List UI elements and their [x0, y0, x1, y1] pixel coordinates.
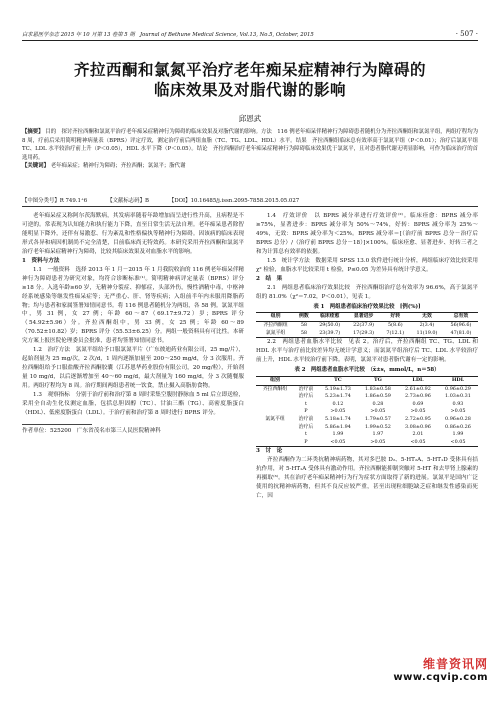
table-cell: 17(29.3)	[347, 330, 381, 338]
table-cell	[256, 424, 294, 432]
table-header-cell: 总有效	[444, 313, 478, 322]
table-header-cell: 组别	[256, 377, 294, 386]
table-cell: t	[304, 400, 307, 407]
table-cell: <0.05	[438, 439, 478, 447]
page-number: · 507 ·	[455, 30, 478, 38]
right-column	[256, 212, 478, 501]
table-cell: 29(50.0)	[319, 322, 341, 329]
section-heading: 3 讨 论	[256, 448, 283, 455]
table2	[256, 376, 478, 447]
table-cell: P	[304, 408, 308, 415]
table-cell: 1.86±0.59	[364, 393, 391, 400]
table-cell: 治疗前	[298, 416, 314, 423]
table-row	[256, 408, 478, 416]
table-cell: 5.19±1.73	[324, 385, 351, 392]
table-cell: 58	[295, 330, 312, 338]
table-cell: t	[304, 431, 307, 438]
table-cell: 氯氮平组	[265, 416, 285, 423]
body-paragraph: 1.4 疗效评价 以 BPRS 减分率进行疗效评价⁽²⁾。临床痊愈：BPRS 减分率≥75%，显著进步：BPRS 减分率为 50%～74%，好转：BPRS 减分率为 25%～49%，无效：BPRS 减分率为＜25%。BPRS 减分率＝[（治疗前 BPRS 总分－治疗后 BPRS 总分）/（治疗前 BPRS 总分－18）]×100%。临床痊愈、显著进步、好转三者之和为计算总有效率的依据。	[256, 213, 478, 255]
table-row	[256, 385, 478, 393]
document-code: 【文献标志码】B	[107, 198, 149, 204]
table-cell: 23(39.7)	[313, 330, 347, 338]
table-cell: 0.86±0.26	[445, 423, 471, 430]
table-header-cell: 组别	[256, 313, 295, 322]
table-cell: 7(12.1)	[381, 330, 410, 338]
table-cell: >0.05	[358, 439, 398, 447]
left-column	[22, 212, 244, 436]
table-cell: 2.73±0.96	[405, 393, 431, 400]
table-header-cell: HDL	[438, 377, 478, 386]
table-row	[256, 330, 478, 338]
table-cell: 5.86±1.94	[324, 423, 351, 430]
table-row	[256, 322, 478, 330]
table-header-cell: 显著进步	[347, 313, 381, 322]
table-cell: >0.05	[410, 408, 426, 415]
table-cell: >0.05	[370, 408, 386, 415]
abstract	[22, 128, 478, 171]
table-cell: 治疗后	[298, 393, 314, 400]
table-cell: <0.05	[398, 439, 438, 447]
body-paragraph: 1.2 治疗方法 氯氮平组给予口服氯氮平片（广东彼迪药业有限公司，25 mg/片），起始剂量为 25 mg/次，2 次/d，1 周内逐渐加量至 200～250 mg/d，分 3 次服用。齐拉西酮组给予口服盐酸齐拉西酮胶囊（江苏恩华药业股份有限公司，20 mg/粒），开始剂量 10 mg/d，以后逐渐增加至 40～60 mg/d，最大剂量为 160 mg/d，分 3 次随餐服用。两组疗程均为 8 周。治疗期间两组患者统一饮食，禁止摄入高脂肪食物。	[22, 347, 244, 390]
table-cell: 0.12	[332, 400, 344, 407]
table-cell: 5.18±1.74	[324, 416, 351, 423]
table-cell: 1.03±0.31	[445, 393, 471, 400]
abstract-text: 目的 探讨齐拉西酮和氯氮平治疗老年痴呆症精神行为障碍的临床效果及对脂代谢的影响。方法 116 例老年痴呆伴精神行为障碍患者随机分为齐拉西酮组和氯氮平组，两组疗程均为 8 周，疗前后采用简明精神病量表（BPRS）评定疗效，测定治疗前后两组血脂（TC、TG、LDL、HDL）水平。结果 齐拉西酮组临床总有效率高于氯氮平组（P＜0.01）；治疗后氯氮平组 TC、LDL 水平较治疗前上升（P＜0.05），HDL 水平下降（P＜0.05）。结论 齐拉西酮治疗老年痴呆症精神行为障碍临床效果优于氯氮平，且对患者脂代谢无明显影响，可作为临床治疗的首选用药。	[22, 129, 478, 161]
abstract-label: 【摘要】	[22, 129, 44, 135]
table-cell: 治疗前	[298, 385, 314, 392]
section-heading: 2 结 果	[256, 275, 283, 282]
keywords-label: 【关键词】	[22, 163, 49, 170]
table-header-cell: 例数	[295, 313, 312, 322]
table-cell: 2.61±0.92	[405, 385, 431, 392]
table-cell: 2.72±0.95	[405, 416, 431, 423]
body-paragraph: 2.2 两组患者血脂水平比较 见表 2。治疗后，齐拉西酮组 TC、TG、LDL 和 HDL 水平与治疗前比较差异均无统计学意义；而氯氮平组治疗后 TC、LDL 水平较治疗前上升，HDL 水平较治疗前下降。表明，氯氮平对患者脂代谢有一定的影响。	[256, 339, 478, 364]
table-row	[256, 416, 478, 424]
divider	[22, 206, 478, 207]
table-cell: 2.01	[412, 431, 424, 438]
table-cell	[256, 393, 294, 401]
body-paragraph: 老年痴呆症又称阿尔茨海默病，其发病率随着年龄增加而呈进行性升高，且病程是不可逆的。常表现为认知能力和执行能力下降，直至日常生活无法自理。老年痴呆患者除智能明显下降外，还伴有易激惹、行为紊乱和性格偏执等精神行为障碍。因该病的临床表现形式各异和病因机制尚不完全清楚，目前临床尚无特效药。本研究采用齐拉西酮和氯氮平治疗老年痴呆症精神行为障碍，比较其临床效果及对血脂水平的影响。	[22, 213, 244, 255]
article-title	[30, 60, 470, 100]
footnote: 作者单位：525200 广东省茂名市第三人民医院精神科	[22, 427, 161, 434]
table-cell: 1.99±0.52	[364, 423, 391, 430]
table1-caption: 表 1 两组患者临床治疗效果比较 [例(%)]	[313, 303, 421, 310]
table-cell: 3.08±0.96	[405, 423, 431, 430]
table-cell: 0.96±0.29	[445, 385, 471, 392]
body-paragraph: 2.1 两组患者临床治疗效果比较 齐拉西酮组治疗总有效率为 96.6%，高于氯氮平组的 81.0%（χ²＝7.02，P＜0.01），见表 1。	[256, 284, 478, 300]
table-row	[256, 424, 478, 432]
table-cell: 1.83±0.58	[364, 385, 391, 392]
body-paragraph: 1.3 观察指标 分别于治疗前和治疗第 8 周时采集空腹肘静脉血 5 ml 后立即送检，采用全自动生化仪测定血脂，包括总胆固醇（TC）、甘油三酯（TG）、高密度脂蛋白（HDL）、低密度脂蛋白（LDL）。于治疗前和治疗第 8 周时进行 BPRS 评分。	[22, 392, 244, 416]
clc-number: 【中图分类号】R 749.1⁺6	[22, 198, 88, 204]
table-header-cell	[294, 377, 318, 386]
body-paragraph: 1.1 一般资料 选择 2013 年 1 月－2015 年 1 月我院收治的 116 例老年痴呆伴精神行为障碍患者为研究对象，均符合诊断标准⁽¹⁾。简明精神病评定量表（BPRS）评分≥18 分。入选年龄≥60 岁，无精神分裂症、抑郁症，头部外伤，慢性酒精中毒，中枢神经系统感染等继发性痴呆症等；无严重心、肝、肾等疾病；入组前半年内未服用降脂药物；均与患者和家属签署知情同意书。将 116 例患者随机分为两组，各 58 例。氯氮平组中，男 31 例，女 27 例；年龄 60～87（69.17±9.72）岁；BPRS 评分（54.92±5.96）分。齐拉西酮组中，男 33 例，女 25 例；年龄 60～89（70.52±10.82）岁；BPRS 评分（55.53±6.25）分。两组一般资料具有可比性。本研究方案上报医院伦理委员会批准，患者均签署知情同意书。	[22, 266, 245, 345]
table-row	[256, 431, 478, 439]
table-header-cell: TG	[358, 377, 398, 386]
table-cell: 1.79±0.57	[364, 416, 391, 423]
table-cell: 58	[300, 322, 308, 329]
table-cell: <0.05	[318, 439, 358, 447]
table-row	[256, 439, 478, 447]
table-cell: 1.99	[332, 431, 344, 438]
watermark-line-1: 维普资讯网	[422, 657, 488, 671]
footnote-rule	[22, 424, 92, 425]
table-cell: 47(81.0)	[444, 330, 478, 338]
table-header-cell: 无效	[410, 313, 444, 322]
table-row	[256, 393, 478, 401]
doi: 【DOI】10.16485/j.issn.2095-7858.2015.05.027	[168, 198, 300, 204]
journal-citation: 白求恩医学杂志 2015 年 10 月第 13 卷第 5 期 Journal of Bethune Medical Science, Vol.13, No.5, October, 2015	[22, 32, 314, 38]
author-name: 邱恩武	[238, 114, 262, 123]
section-heading: 1 资料与方法	[22, 257, 60, 264]
table-cell: >0.05	[330, 408, 346, 415]
table2-caption: 表 2 两组患者血脂水平比较 （x̄±s，mmol/L，n＝58）	[294, 367, 440, 374]
table-cell: 齐拉西酮组	[263, 322, 288, 329]
table-cell: 0.96±0.28	[445, 416, 471, 423]
table-cell: 0.28	[372, 400, 384, 407]
table-cell: P	[294, 439, 318, 447]
table-cell: >0.05	[450, 408, 466, 415]
table-cell	[256, 408, 294, 416]
table-cell	[256, 439, 294, 447]
body-paragraph: 齐拉西酮作为二环类抗精神病药物，其对多巴胺 D₂、5-HT₂A、5-HT₁D 受体具有拮抗作用，对 5-HT₁A 受体具有激动作用。齐拉西酮能抑制突触对 5-HT 和去甲肾上腺素的再摄取⁽³⁾。其在治疗老年痴呆精神行为行为症状方面取得了新的进展。氯氮平是国内广泛使用的抗精神病药物，但其不良反应较严重，甚至出现粒细胞缺乏症和继发性感染而死亡，因	[256, 457, 478, 500]
table-row	[256, 401, 478, 409]
table-cell: 56(96.6)	[450, 322, 472, 329]
table-cell: 治疗后	[298, 423, 314, 430]
body-paragraph: 1.5 统计学方法 数据采用 SPSS 13.0 软件进行统计分析，两组临床疗效比较采用 χ² 检验，血脂水平比较采用 t 检验，P≤0.05 为差异具有统计学意义。	[256, 257, 478, 273]
title-line-2: 临床效果及对脂代谢的影响	[153, 80, 346, 99]
table-cell: 11(19.0)	[410, 330, 444, 338]
watermark-line-2: www.cqvip.com	[393, 672, 488, 683]
table-header-cell: 好转	[381, 313, 410, 322]
table-cell	[256, 401, 294, 409]
title-line-1: 齐拉西酮和氯氮平治疗老年痴呆症精神行为障碍的	[73, 60, 426, 79]
running-header	[22, 26, 478, 41]
table-header-cell: TC	[318, 377, 358, 386]
classification-line	[22, 196, 478, 204]
table-cell: 0.69	[412, 400, 424, 407]
table-cell: 0.93	[452, 400, 464, 407]
table-cell	[256, 431, 294, 439]
table-cell: 2(3.4)	[419, 322, 435, 329]
table-cell: 1.97	[372, 431, 384, 438]
table-cell: 齐拉西酮组	[262, 385, 288, 392]
table-cell: 22(37.9)	[353, 322, 375, 329]
table1	[256, 312, 478, 338]
table-cell: 氯氮平组	[256, 330, 295, 338]
table-cell: 1.99	[452, 431, 464, 438]
table-cell: 5(8.6)	[387, 322, 403, 329]
watermark-logo	[372, 655, 492, 689]
table-cell: 5.23±1.74	[324, 393, 351, 400]
table-header-cell: 临床痊愈	[313, 313, 347, 322]
keywords-text: 老年痴呆症；精神行为障碍；齐拉西酮；氯氮平；脂代谢	[50, 163, 186, 170]
table-header-cell: LDL	[398, 377, 438, 386]
